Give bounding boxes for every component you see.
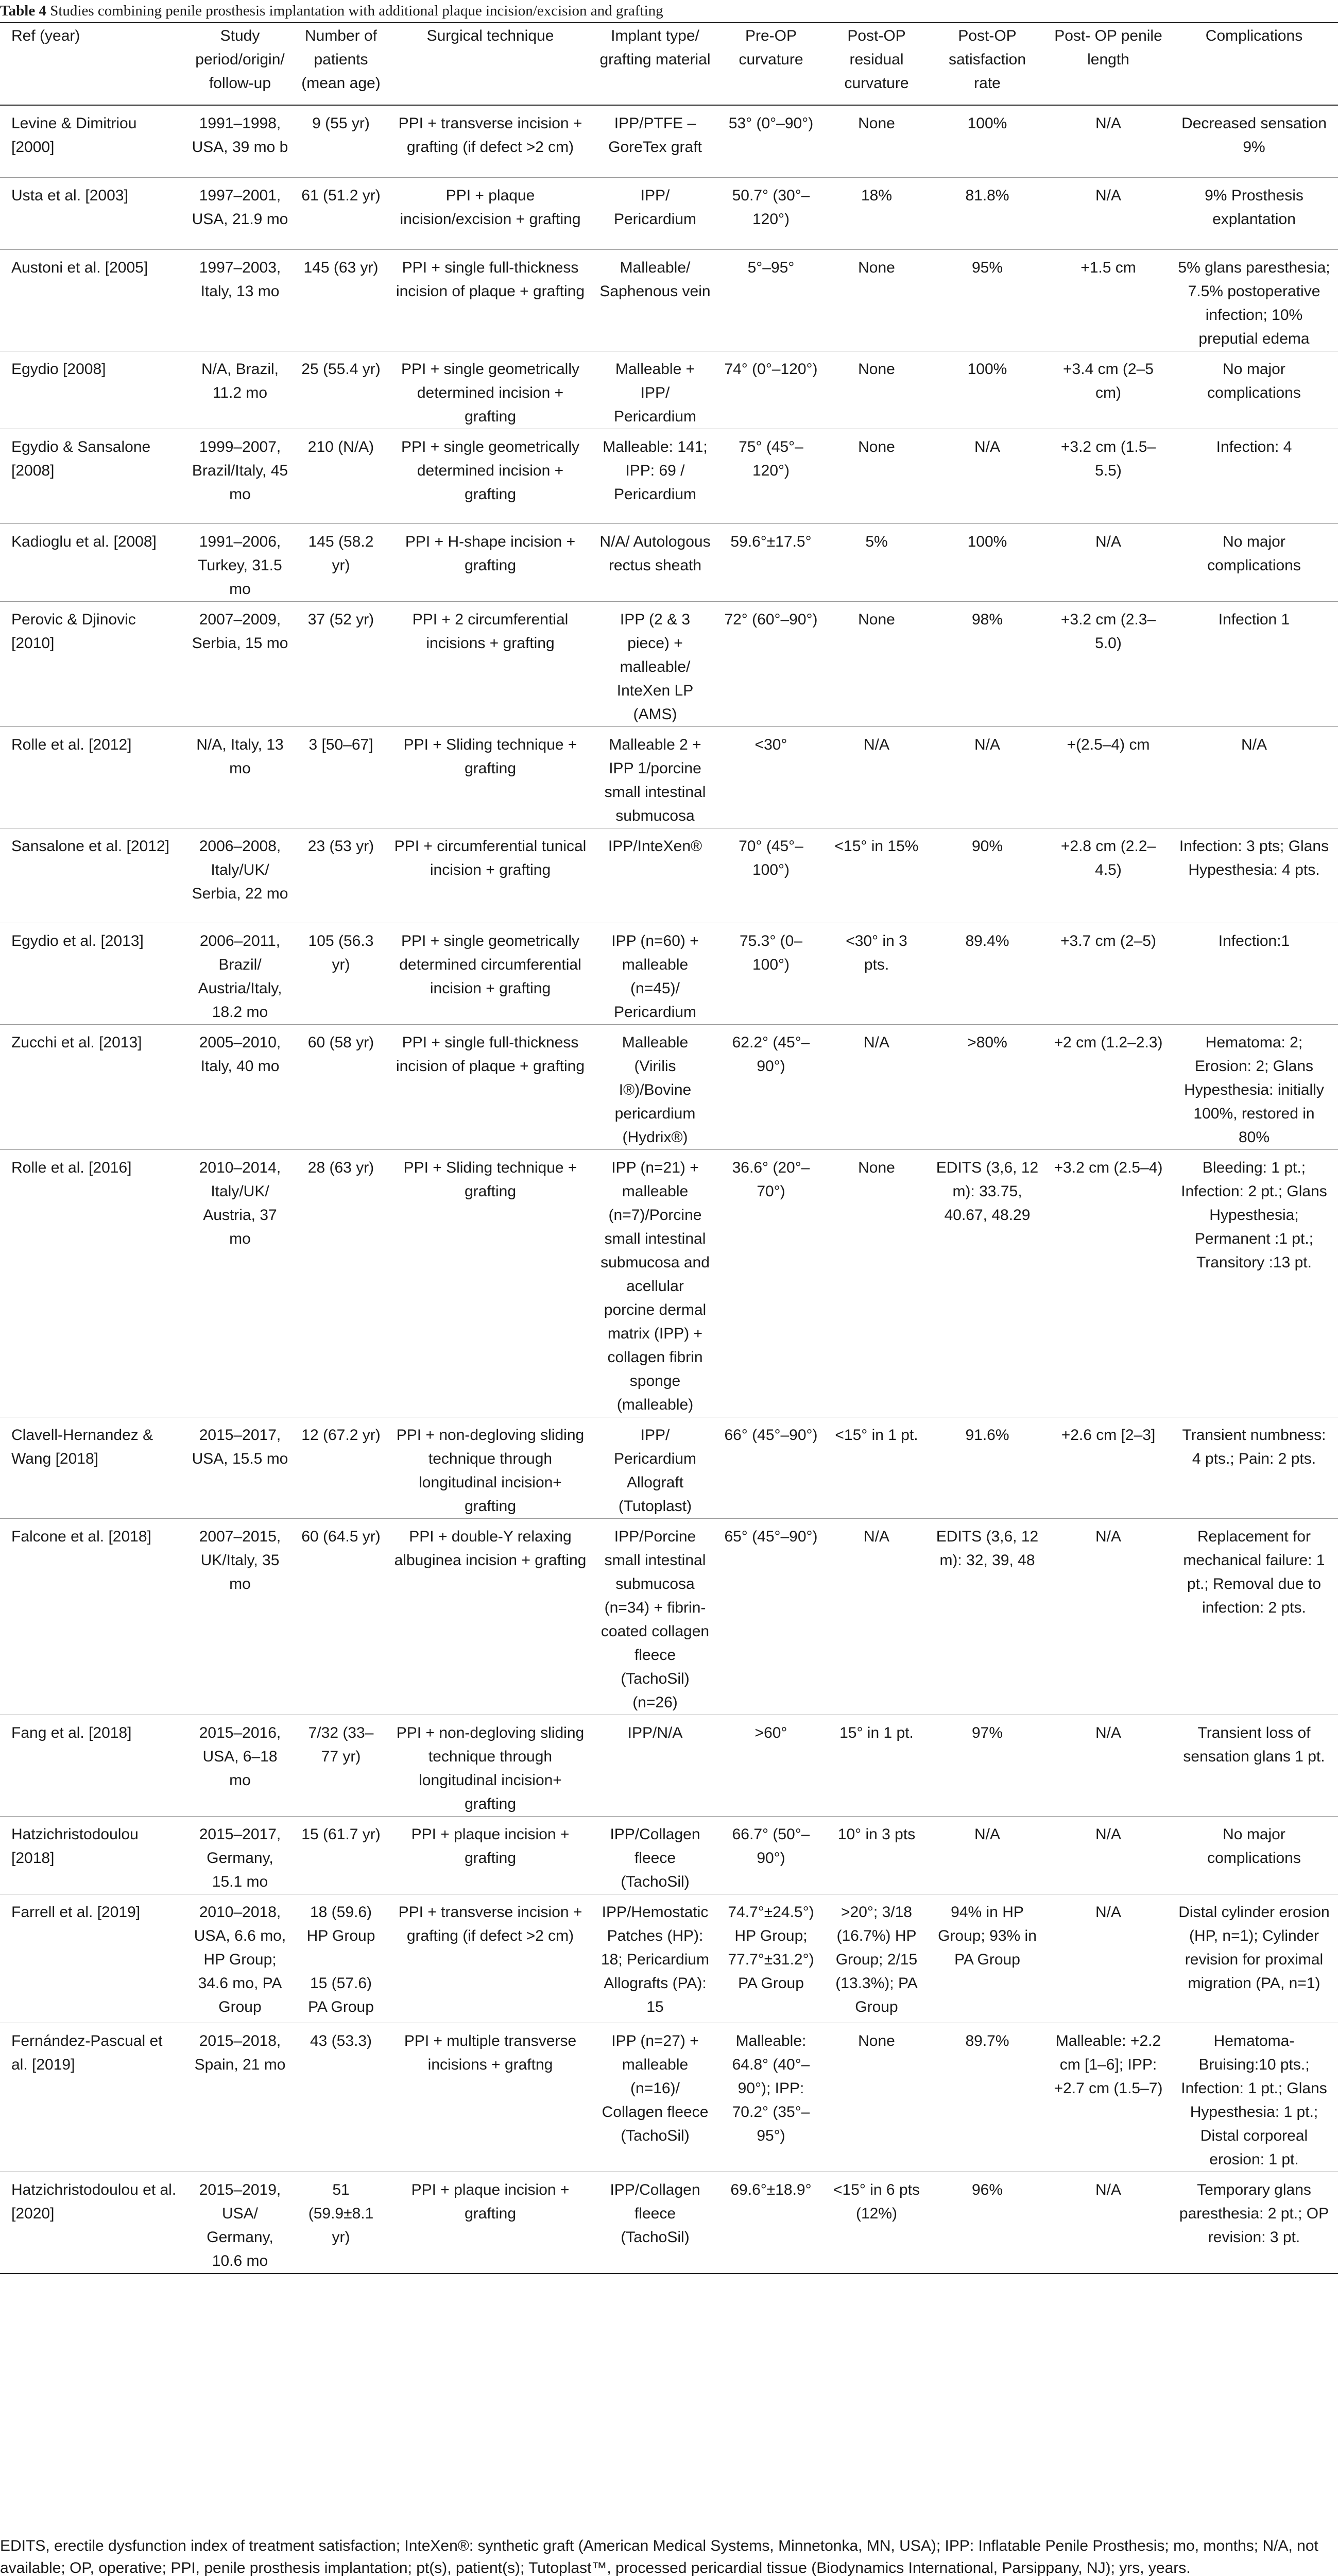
table-cell: PPI + single geometrically determined circumferential incision + grafting xyxy=(399,932,581,997)
table-cell: 28 (63 yr) xyxy=(307,1159,374,1176)
table-cell: Zucchi et al. [2013] xyxy=(11,1033,142,1051)
table-row xyxy=(0,601,1338,726)
table-cell: Egydio & Sansalone [2008] xyxy=(11,438,151,479)
table-cell: >20°; 3/18 (16.7%) HP Group; 2/15 (13.3%); PA Group xyxy=(835,1903,918,2015)
column-header: Ref (year) xyxy=(0,23,185,105)
column-header: Study period/origin/ follow-up xyxy=(185,23,295,105)
table-cell: 66° (45°–90°) xyxy=(724,1426,818,1444)
table-cell: Temporary glans paresthesia: 2 pt.; OP revision: 3 pt. xyxy=(1179,2181,1329,2246)
table-cell: 70° (45°– 100°) xyxy=(739,837,803,878)
table-row xyxy=(0,1149,1338,1417)
table-cell: No major complications xyxy=(1207,533,1301,574)
table-cell: 53° (0°–90°) xyxy=(728,115,814,132)
table-row xyxy=(0,1894,1338,2023)
table-cell: PPI + plaque incision + grafting xyxy=(411,2181,570,2222)
table-cell: Usta et al. [2003] xyxy=(11,187,128,204)
table-cell: 25 (55.4 yr) xyxy=(301,360,381,378)
table-cell: 2015–2017, USA, 15.5 mo xyxy=(192,1426,288,1467)
table-row xyxy=(0,177,1338,249)
table-cell: N/A/ Autologous rectus sheath xyxy=(599,533,711,574)
table-cell: IPP/N/A xyxy=(627,1724,683,1741)
table-cell: 98% xyxy=(971,611,1003,628)
table-cell: Clavell-Hernandez & Wang [2018] xyxy=(11,1426,153,1467)
table-cell: 5% xyxy=(865,533,888,550)
table-row xyxy=(0,105,1338,177)
table-cell: 89.4% xyxy=(965,932,1009,950)
table-cell: +1.5 cm xyxy=(1080,259,1136,276)
table-cell: No major complications xyxy=(1207,1825,1301,1867)
table-cell: <15° in 6 pts (12%) xyxy=(833,2181,920,2222)
table-cell: Rolle et al. [2012] xyxy=(11,736,132,753)
table-cell: IPP/ Pericardium xyxy=(613,187,697,228)
table-cell: 15 (61.7 yr) xyxy=(301,1825,381,1843)
table-cell: Infection: 3 pts; Glans Hypesthesia: 4 pts. xyxy=(1179,837,1329,878)
table-cell: Bleeding: 1 pt.; Infection: 2 pt.; Glans Hypesthesia; Permanent :1 pt.; Transitory :13 pt. xyxy=(1181,1159,1327,1271)
table-cell: 91.6% xyxy=(965,1426,1009,1444)
table-cell: 9 (55 yr) xyxy=(312,115,370,132)
table-row xyxy=(0,1024,1338,1149)
table-cell: N/A xyxy=(1095,115,1121,132)
table-row xyxy=(0,523,1338,601)
table-cell: Malleable + IPP/ Pericardium xyxy=(613,360,697,425)
table-cell: Hematoma: 2; Erosion: 2; Glans Hypesthesia: initially 100%, restored in 80% xyxy=(1184,1033,1324,1146)
table-cell: 18% xyxy=(861,187,893,204)
table-row xyxy=(0,249,1338,351)
table-cell: PPI + multiple transverse incisions + graftng xyxy=(404,2032,577,2073)
table-cell: None xyxy=(858,2032,895,2049)
table-cell: 2010–2018, USA, 6.6 mo, HP Group; 34.6 mo, PA Group xyxy=(194,1903,286,2015)
table-cell: Malleable: 64.8° (40°–90°); IPP: 70.2° (35°–95°) xyxy=(732,2032,810,2144)
table-cell: 89.7% xyxy=(965,2032,1009,2049)
table-cell: <30° xyxy=(754,736,787,753)
table-cell: Falcone et al. [2018] xyxy=(11,1528,151,1545)
table-cell: PPI + double-Y relaxing albuginea incision + grafting xyxy=(394,1528,587,1569)
column-header: Post-OP satisfaction rate xyxy=(928,23,1047,105)
table-cell: Malleable: +2.2 cm [1–6]; IPP: +2.7 cm (1.5–7) xyxy=(1054,2032,1163,2097)
table-cell: N/A xyxy=(974,438,1000,455)
table-cell: +(2.5–4) cm xyxy=(1067,736,1150,753)
table-cell: 5°–95° xyxy=(747,259,795,276)
table-cell: 2007–2009, Serbia, 15 mo xyxy=(192,611,288,652)
table-cell: 94% in HP Group; 93% in PA Group xyxy=(938,1903,1037,1968)
table-cell: 100% xyxy=(967,115,1007,132)
table-row xyxy=(0,1816,1338,1894)
table-cell: 1991–1998, USA, 39 mo b xyxy=(192,115,288,156)
table-cell: IPP (2 & 3 piece) + malleable/ InteXen LP (AMS) xyxy=(616,611,694,723)
table-cell: Hematoma-Bruising:10 pts.; Infection: 1 pt.; Glans Hypesthesia: 1 pt.; Distal corporeal erosion: 1 pt. xyxy=(1181,2032,1327,2168)
table-cell: PPI + plaque incision + grafting xyxy=(411,1825,570,1867)
table-cell: None xyxy=(858,259,895,276)
table-cell: >60° xyxy=(754,1724,787,1741)
column-header: Complications xyxy=(1170,23,1338,105)
table-cell: Austoni et al. [2005] xyxy=(11,259,148,276)
table-label: Table 4 xyxy=(0,3,46,19)
table-cell: IPP/Collagen fleece (TachoSil) xyxy=(610,2181,700,2246)
table-cell: 75.3° (0– 100°) xyxy=(739,932,803,973)
table-cell: PPI + single full-thickness incision of plaque + grafting xyxy=(396,259,585,300)
table-cell: Kadioglu et al. [2008] xyxy=(11,533,157,550)
table-row xyxy=(0,1417,1338,1518)
table-cell: N/A xyxy=(974,1825,1000,1843)
table-row xyxy=(0,1518,1338,1715)
table-cell: PPI + Sliding technique + grafting xyxy=(403,1159,577,1200)
table-cell: Transient loss of sensation glans 1 pt. xyxy=(1183,1724,1325,1765)
table-cell: 43 (53.3) xyxy=(310,2032,372,2049)
table-cell: Fernández-Pascual et al. [2019] xyxy=(11,2032,163,2073)
table-cell: <30° in 3 pts. xyxy=(846,932,907,973)
table-cell: 10° in 3 pts xyxy=(837,1825,916,1843)
table-cell: Distal cylinder erosion (HP, n=1); Cylinder revision for proximal migration (PA, n=1) xyxy=(1178,1903,1330,1992)
table-cell: Infection 1 xyxy=(1218,611,1290,628)
table-cell: Rolle et al. [2016] xyxy=(11,1159,132,1176)
table-cell: IPP/InteXen® xyxy=(608,837,702,855)
table-cell: N/A xyxy=(1095,1825,1121,1843)
table-cell: <15° in 15% xyxy=(834,837,919,855)
table-cell: 7/32 (33–77 yr) xyxy=(308,1724,374,1765)
table-cell: PPI + single full-thickness incision of plaque + grafting xyxy=(396,1033,585,1075)
table-cell: 145 (58.2 yr) xyxy=(308,533,374,574)
table-cell: +3.7 cm (2–5) xyxy=(1060,932,1156,950)
table-cell: +2.6 cm [2–3] xyxy=(1061,1426,1156,1444)
table-cell: IPP (n=60) + malleable (n=45)/ Pericardium xyxy=(611,932,699,1021)
table-cell: No major complications xyxy=(1207,360,1301,401)
table-cell: N/A xyxy=(863,1528,889,1545)
table-cell: Infection:1 xyxy=(1218,932,1290,950)
table-row xyxy=(0,1715,1338,1816)
table-cell: PPI + plaque incision/excision + grafting xyxy=(400,187,581,228)
table-cell: 2005–2010, Italy, 40 mo xyxy=(199,1033,281,1075)
table-row xyxy=(0,351,1338,429)
table-cell: 12 (67.2 yr) xyxy=(301,1426,381,1444)
table-cell: 1999–2007, Brazil/Italy, 45 mo xyxy=(192,438,288,503)
table-cell: IPP/ Pericardium Allograft (Tutoplast) xyxy=(613,1426,697,1515)
table-cell: Malleable 2 + IPP 1/porcine small intestinal submucosa xyxy=(604,736,706,824)
table-cell: 90% xyxy=(971,837,1003,855)
table-cell: PPI + transverse incision + grafting (if defect >2 cm) xyxy=(398,115,582,156)
table-cell: 2006–2008, Italy/UK/ Serbia, 22 mo xyxy=(192,837,288,902)
table-cell: N/A xyxy=(1095,1903,1121,1921)
table-cell: 75° (45°– 120°) xyxy=(739,438,803,479)
table-cell: 60 (58 yr) xyxy=(307,1033,374,1051)
table-cell: 15° in 1 pt. xyxy=(839,1724,914,1741)
table-cell: 105 (56.3 yr) xyxy=(308,932,374,973)
table-cell: +3.4 cm (2–5 cm) xyxy=(1063,360,1154,401)
table-cell: None xyxy=(858,611,895,628)
table-cell: N/A xyxy=(1095,1528,1121,1545)
table-cell: N/A xyxy=(1241,736,1267,753)
table-cell: N/A xyxy=(1095,1724,1121,1741)
table-cell: 9% Prosthesis explantation xyxy=(1205,187,1303,228)
table-cell: 3 [50–67] xyxy=(308,736,373,753)
table-cell: 2015–2018, Spain, 21 mo xyxy=(194,2032,286,2073)
table-row xyxy=(0,828,1338,923)
table-cell: IPP/Hemostatic Patches (HP): 18; Pericardium Allografts (PA): 15 xyxy=(601,1903,710,2015)
table-cell: IPP/Collagen fleece (TachoSil) xyxy=(610,1825,700,1890)
column-header: Implant type/ grafting material xyxy=(593,23,717,105)
table-cell: 37 (52 yr) xyxy=(307,611,374,628)
table-cell: IPP/Porcine small intestinal submucosa (n=34) + fibrin-coated collagen fleece (TachoSil) (n=26) xyxy=(601,1528,710,1711)
table-cell: 2015–2017, Germany, 15.1 mo xyxy=(199,1825,281,1890)
table-cell: 72° (60°–90°) xyxy=(724,611,818,628)
table-cell: 100% xyxy=(967,533,1007,550)
table-cell: Hatzichristodoulou [2018] xyxy=(11,1825,139,1867)
table-title: Studies combining penile prosthesis implantation with additional plaque incision/excision and grafting xyxy=(50,3,663,19)
table-cell: PPI + non-degloving sliding technique through longitudinal incision+ grafting xyxy=(396,1724,585,1812)
table-cell: Replacement for mechanical failure: 1 pt.; Removal due to infection: 2 pts. xyxy=(1183,1528,1325,1616)
table-cell: Malleable (Virilis I®)/Bovine pericardium (Hydrix®) xyxy=(614,1033,696,1146)
table-cell: PPI + non-degloving sliding technique through longitudinal incision+ grafting xyxy=(396,1426,585,1515)
table-cell: EDITS (3,6, 12 m): 32, 39, 48 xyxy=(936,1528,1039,1569)
table-cell: None xyxy=(858,115,895,132)
table-cell: 145 (63 yr) xyxy=(303,259,379,276)
table-cell: 2006–2011, Brazil/ Austria/Italy, 18.2 mo xyxy=(198,932,282,1021)
table-cell: 2010–2014, Italy/UK/ Austria, 37 mo xyxy=(199,1159,281,1247)
table-footnote: EDITS, erectile dysfunction index of treatment satisfaction; InteXen®: synthetic graft (American Medical Systems, Minnetonka, MN, USA); IPP: Inflatable Penile Prosthesis; mo, months; N/A, not available; OP, operative; PPI, penile prosthesis implantation; pt(s), patient(s); Tutoplast™, processed pericardial tissue (Biodynamics International, Parsippany, NJ); yrs, years. xyxy=(0,2537,1318,2576)
table-cell: N/A xyxy=(863,1033,889,1051)
table-cell: 74° (0°–120°) xyxy=(724,360,818,378)
table-cell: N/A xyxy=(863,736,889,753)
table-cell: IPP (n=21) + malleable (n=7)/Porcine small intestinal submucosa and acellular porcine dermal matrix (IPP) + collagen fibrin sponge (malleable) xyxy=(601,1159,710,1413)
table-cell: 1997–2001, USA, 21.9 mo xyxy=(192,187,288,228)
table-cell: N/A, Italy, 13 mo xyxy=(196,736,284,777)
table-row xyxy=(0,2023,1338,2172)
table-cell: PPI + transverse incision + grafting (if defect >2 cm) xyxy=(398,1903,582,1944)
table-cell: None xyxy=(858,360,895,378)
table-cell: 65° (45°–90°) xyxy=(724,1528,818,1545)
table-cell: 2015–2016, USA, 6–18 mo xyxy=(199,1724,281,1789)
table-cell: 60 (64.5 yr) xyxy=(301,1528,381,1545)
table-cell: +3.2 cm (2.5–4) xyxy=(1054,1159,1163,1176)
column-header: Pre-OP curvature xyxy=(717,23,825,105)
table-row xyxy=(0,726,1338,828)
table-cell: Egydio et al. [2013] xyxy=(11,932,144,950)
table-caption xyxy=(0,0,663,22)
table-cell: PPI + single geometrically determined incision + grafting xyxy=(401,438,579,503)
table-cell: 97% xyxy=(971,1724,1003,1741)
studies-table xyxy=(0,23,1338,2274)
table-cell: N/A xyxy=(1095,187,1121,204)
table-cell: Malleable/ Saphenous vein xyxy=(599,259,711,300)
table-cell: 100% xyxy=(967,360,1007,378)
table-cell: PPI + Sliding technique + grafting xyxy=(403,736,577,777)
table-cell: Malleable: 141; IPP: 69 / Pericardium xyxy=(603,438,708,503)
table-cell: N/A, Brazil, 11.2 mo xyxy=(201,360,279,401)
table-cell: 62.2° (45°– 90°) xyxy=(732,1033,810,1075)
table-cell: PPI + circumferential tunical incision + grafting xyxy=(394,837,587,878)
table-cell: 59.6°±17.5° xyxy=(730,533,812,550)
table-cell: +2 cm (1.2–2.3) xyxy=(1054,1033,1163,1051)
table-cell: None xyxy=(858,438,895,455)
table-cell: EDITS (3,6, 12 m): 33.75, 40.67, 48.29 xyxy=(936,1159,1039,1224)
table-cell: 1991–2006, Turkey, 31.5 mo xyxy=(198,533,282,598)
table-cell: Decreased sensation 9% xyxy=(1181,115,1327,156)
table-cell: None xyxy=(858,1159,895,1176)
header-row xyxy=(0,23,1338,105)
table-cell: Transient numbness: 4 pts.; Pain: 2 pts. xyxy=(1182,1426,1326,1467)
table-cell: 18 (59.6) HP Group 15 (57.6) PA Group xyxy=(306,1903,375,2015)
table-cell: 51 (59.9±8.1 yr) xyxy=(308,2181,374,2246)
table-cell: PPI + H-shape incision + grafting xyxy=(405,533,576,574)
table-cell: 50.7° (30°– 120°) xyxy=(732,187,810,228)
table-cell: 61 (51.2 yr) xyxy=(301,187,381,204)
table-row xyxy=(0,429,1338,523)
table-cell: N/A xyxy=(1095,533,1121,550)
table-cell: 69.6°±18.9° xyxy=(730,2181,812,2198)
table-cell: Sansalone et al. [2012] xyxy=(11,837,169,855)
column-header: Post- OP penile length xyxy=(1047,23,1170,105)
column-header: Post-OP residual curvature xyxy=(825,23,928,105)
table-cell: 95% xyxy=(971,259,1003,276)
column-header: Surgical technique xyxy=(387,23,593,105)
table-cell: 66.7° (50°– 90°) xyxy=(732,1825,810,1867)
table-cell: 74.7°±24.5°) HP Group; 77.7°±31.2°) PA Group xyxy=(728,1903,814,1992)
table-cell: Levine & Dimitriou [2000] xyxy=(11,115,137,156)
table-cell: PPI + single geometrically determined incision + grafting xyxy=(401,360,579,425)
table-cell: <15° in 1 pt. xyxy=(835,1426,918,1444)
table-cell: N/A xyxy=(1095,2181,1121,2198)
table-cell: Fang et al. [2018] xyxy=(11,1724,132,1741)
table-cell: PPI + 2 circumferential incisions + grafting xyxy=(412,611,569,652)
table-cell: Egydio [2008] xyxy=(11,360,106,378)
table-cell: 96% xyxy=(971,2181,1003,2198)
table-cell: 1997–2003, Italy, 13 mo xyxy=(199,259,281,300)
table-cell: IPP (n=27) + malleable (n=16)/ Collagen fleece (TachoSil) xyxy=(602,2032,709,2144)
table-cell: 210 (N/A) xyxy=(307,438,374,455)
table-row xyxy=(0,923,1338,1024)
table-cell: 5% glans paresthesia; 7.5% postoperative infection; 10% preputial edema xyxy=(1178,259,1330,347)
table-cell: Infection: 4 xyxy=(1216,438,1292,455)
table-cell: Hatzichristodoulou et al. [2020] xyxy=(11,2181,177,2222)
table-cell: +3.2 cm (1.5–5.5) xyxy=(1060,438,1156,479)
column-header: Number of patients (mean age) xyxy=(295,23,387,105)
table-cell: >80% xyxy=(967,1033,1007,1051)
table-cell: 36.6° (20°– 70°) xyxy=(732,1159,810,1200)
table-row xyxy=(0,2172,1338,2274)
table-cell: 81.8% xyxy=(965,187,1009,204)
table-cell: Perovic & Djinovic [2010] xyxy=(11,611,136,652)
table-cell: Farrell et al. [2019] xyxy=(11,1903,141,1921)
table-cell: 2007–2015, UK/Italy, 35 mo xyxy=(199,1528,281,1592)
table-cell: N/A xyxy=(974,736,1000,753)
table-cell: 2015–2019, USA/ Germany, 10.6 mo xyxy=(199,2181,281,2269)
table-cell: +2.8 cm (2.2–4.5) xyxy=(1060,837,1156,878)
table-cell: 23 (53 yr) xyxy=(307,837,374,855)
table-cell: IPP/PTFE – GoreTex graft xyxy=(608,115,702,156)
table-cell: +3.2 cm (2.3–5.0) xyxy=(1060,611,1156,652)
